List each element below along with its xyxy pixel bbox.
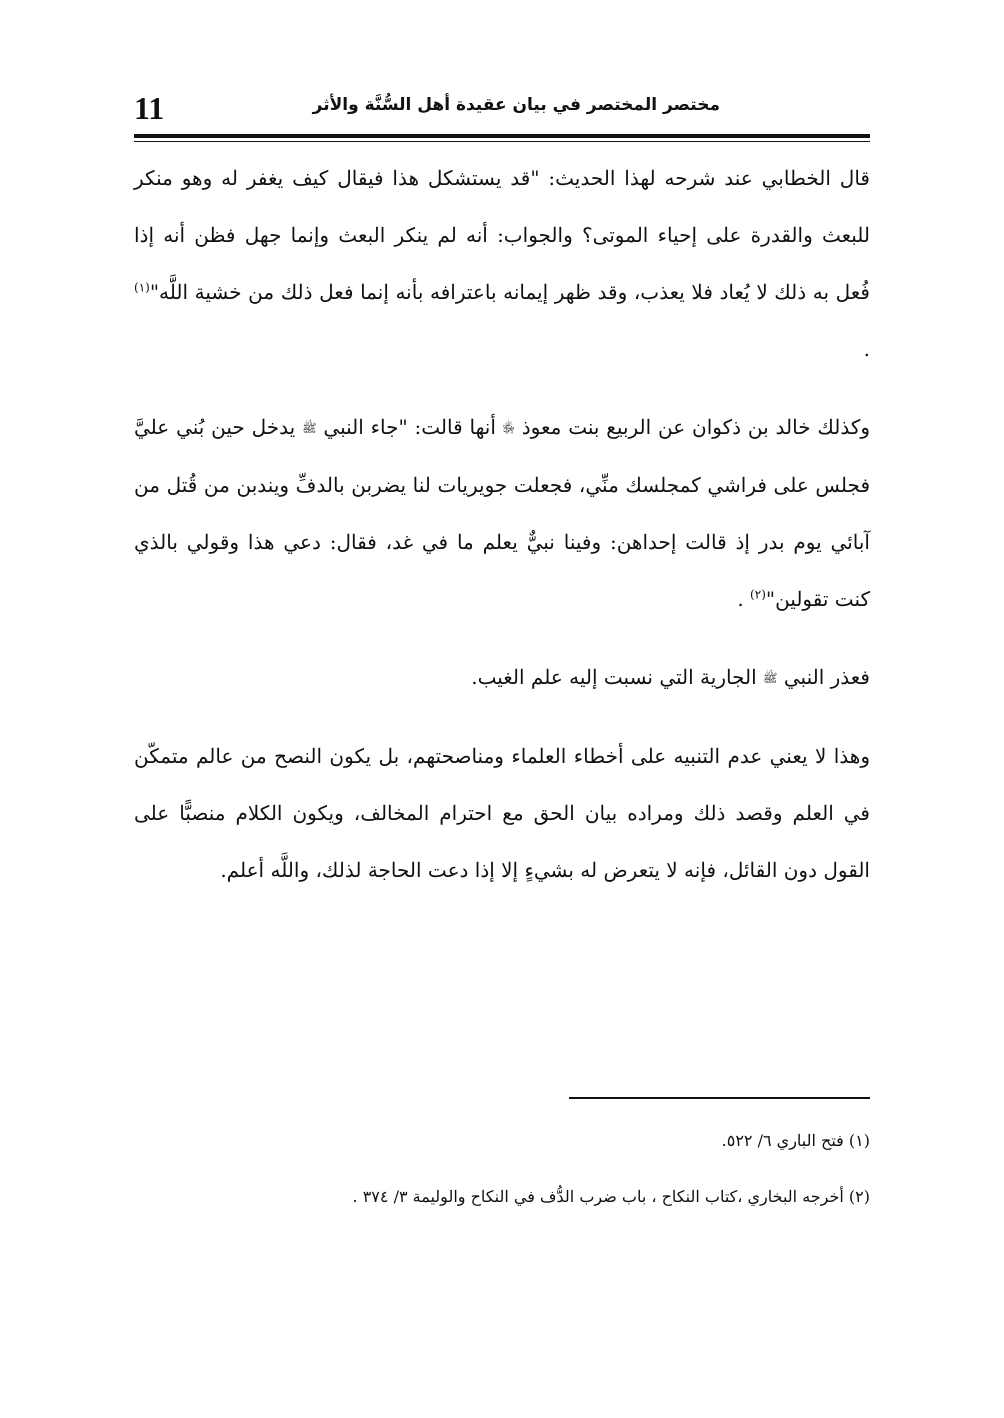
footnote-ref-1: (١): [134, 280, 150, 295]
paragraph-advising-scholars: [134, 728, 870, 899]
footnotes: [134, 1126, 870, 1238]
footnote-1: (١) فتح الباري ٦/ ٥٢٢.: [721, 1131, 870, 1150]
header-rule-thin: [134, 141, 870, 142]
main-text: [134, 150, 870, 899]
paragraph-text-part2: الجارية التي نسبت إليه علم الغيب.: [471, 665, 757, 689]
paragraph-end: .: [863, 337, 870, 361]
paragraph-text: وهذا لا يعني عدم التنبيه على أخطاء العلماء ومناصحتهم، بل يكون النصح من عالم متمكّن في العلم وقصد ذلك ومراده بيان الحق مع احترام المخالف، ويكون الكلام منصبًّا على القول دون القائل، فإنه لا يتعرض له بشيءٍ إلا إذا دعت الحاجة لذلك، واللَّه أعلم.: [134, 744, 870, 882]
paragraph-text: قال الخطابي عند شرحه لهذا الحديث: "قد يستشكل هذا فيقال كيف يغفر له وهو منكر للبعث والقدرة على إحياء الموتى؟ والجواب: أنه لم ينكر البعث وإنما جهل فظن أنه إذا فُعل به ذلك لا يُعاد فلا يعذب، وقد ظهر إيمانه باعترافه بأنه إنما فعل ذلك من خشية اللَّه": [134, 166, 870, 304]
footnote-2: (٢) أخرجه البخاري ،كتاب النكاح ، باب ضرب الدُّف في النكاح والوليمة ٣/ ٣٧٤ .: [352, 1187, 870, 1206]
paragraph-khattabi: [134, 150, 870, 378]
page-header: [134, 88, 870, 128]
footnote-separator: [569, 1097, 870, 1099]
paragraph-text-part2: أنها قالت: "جاء النبي: [323, 415, 496, 439]
header-rule-thick: [134, 134, 870, 138]
paragraph-text-part3: يدخل حين بُني عليَّ فجلس على فراشي كمجلسك منِّي، فجعلت جويريات لنا يضربن بالدفِّ ويندبن من قُتل من آبائي يوم بدر إذ قالت إحداهن: وفينا نبيٌّ يعلم ما في غد، فقال: دعي هذا وقولي بالذي كنت تقولين": [134, 415, 870, 611]
paragraph-rubayyi-hadith: [134, 399, 870, 628]
paragraph-prophet-excused: [134, 649, 870, 707]
radiallahu-anha-symbol: ﵂: [502, 421, 515, 435]
paragraph-text-part1: فعذر النبي: [783, 665, 870, 689]
footnote-ref-2: (٢): [750, 587, 766, 602]
running-title: مختصر المختصر في بيان عقيدة أهل السُّنَّة والأثر: [312, 95, 720, 115]
paragraph-text-part1: وكذلك خالد بن ذكوان عن الربيع بنت معوذ: [521, 415, 871, 439]
salawat-symbol: ﷺ: [763, 671, 778, 685]
paragraph-end: .: [737, 587, 751, 611]
page-number: 11: [134, 90, 165, 126]
salawat-symbol: ﷺ: [302, 421, 317, 435]
